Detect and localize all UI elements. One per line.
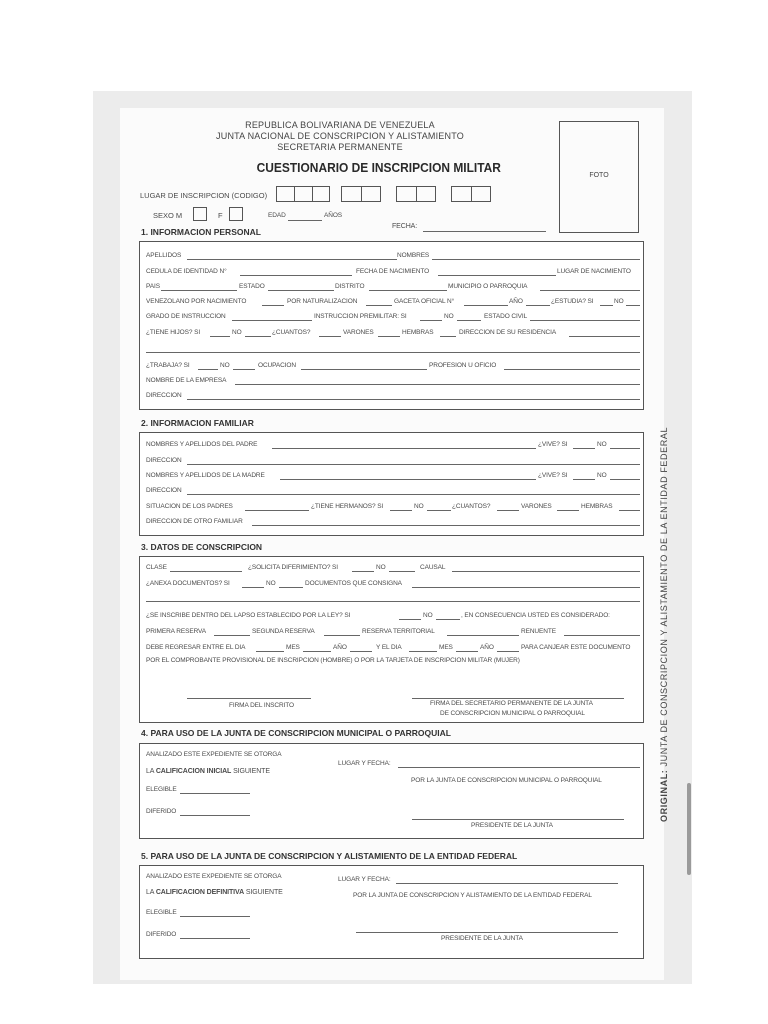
- lugar-inscripcion-label: LUGAR DE INSCRIPCION (CODIGO): [140, 191, 268, 200]
- s5-calificacion-label: [146, 889, 283, 896]
- inscribe-no-line[interactable]: [436, 619, 460, 620]
- s4-calificacion-label: [146, 768, 270, 775]
- estado-label: ESTADO: [239, 283, 265, 290]
- hasta-dia-line[interactable]: [409, 651, 437, 652]
- s5-diferido-label: DIFERIDO: [146, 931, 177, 938]
- firma-inscrito-line[interactable]: [187, 698, 311, 699]
- pais-line[interactable]: [161, 290, 237, 291]
- grado-line[interactable]: [232, 320, 312, 321]
- firma-inscrito-label: FIRMA DEL INSCRITO: [229, 702, 295, 709]
- hembras-line[interactable]: [440, 336, 456, 337]
- premilitar-label: INSTRUCCION PREMILITAR: SI: [314, 313, 407, 320]
- trabaja-no-label: NO: [220, 362, 230, 369]
- premilitar-no-label: NO: [444, 313, 454, 320]
- side-junta-label: JUNTA DE CONSCRIPCION Y ALISTAMIENTO DE LA ENTIDAD FEDERAL: [659, 426, 669, 767]
- hermanos-varones-label: VARONES: [521, 503, 552, 510]
- hermanos-hembras-label: HEMBRAS: [581, 503, 613, 510]
- inscribe-si-line[interactable]: [399, 619, 421, 620]
- anexa-no-line[interactable]: [279, 587, 303, 588]
- firma-secretario-line[interactable]: [412, 698, 624, 699]
- padre-direccion-label: DIRECCION: [146, 457, 182, 464]
- primera-reserva-label: PRIMERA RESERVA: [146, 628, 207, 635]
- firma-secretario-label-1: FIRMA DEL SECRETARIO PERMANENTE DE LA JUNTA: [430, 700, 593, 707]
- grado-instruccion-label: GRADO DE INSTRUCCION: [146, 313, 226, 320]
- ano-line[interactable]: [526, 305, 550, 306]
- regresar-dia-line[interactable]: [256, 651, 284, 652]
- regresar-ano-label: AÑO: [333, 644, 347, 651]
- direccion-residencia-line[interactable]: [569, 336, 640, 337]
- s4-elegible-line[interactable]: [180, 793, 250, 794]
- inscribe-consecuencia-label: , EN CONSECUENCIA USTED ES CONSIDERADO:: [461, 612, 610, 619]
- reserva-territorial-label: RESERVA TERRITORIAL: [362, 628, 435, 635]
- profesion-line[interactable]: [504, 369, 640, 370]
- section-4-title: 4. PARA USO DE LA JUNTA DE CONSCRIPCION MUNICIPAL O PARROQUIAL: [141, 728, 451, 738]
- distrito-label: DISTRITO: [335, 283, 365, 290]
- padre-label: NOMBRES Y APELLIDOS DEL PADRE: [146, 441, 258, 448]
- reserva-territorial-line[interactable]: [447, 635, 519, 636]
- trabaja-no-line[interactable]: [233, 369, 255, 370]
- pais-label: PAIS: [146, 283, 160, 290]
- madre-vive-si-line[interactable]: [573, 479, 595, 480]
- s4-presidente-line[interactable]: [412, 819, 624, 820]
- anexa-si-line[interactable]: [242, 587, 264, 588]
- hermanos-label: ¿TIENE HERMANOS? SI: [311, 503, 384, 510]
- hembras-label: HEMBRAS: [402, 329, 434, 336]
- naturalizacion-line[interactable]: [366, 305, 392, 306]
- s4-diferido-label: DIFERIDO: [146, 808, 177, 815]
- cedula-label: CEDULA DE IDENTIDAD N°: [146, 268, 227, 275]
- regresar-label: DEBE REGRESAR ENTRE EL DIA: [146, 644, 246, 651]
- padre-vive-label: ¿VIVE? SI: [538, 441, 568, 448]
- municipio-label: MUNICIPIO O PARROQUIA: [448, 283, 528, 290]
- comprobante-label: POR EL COMPROBANTE PROVISIONAL DE INSCRIPCION (HOMBRE) O POR LA TARJETA DE INSCRIPCION MILITAR (MUJER): [146, 657, 520, 664]
- hasta-mes-label: MES: [439, 644, 453, 651]
- s4-calificacion-inicial: CALIFICACION INICIAL: [155, 768, 232, 775]
- sexo-m-label: SEXO M: [153, 211, 183, 220]
- padre-vive-si-line[interactable]: [573, 448, 595, 449]
- s5-calificacion-definitiva: CALIFICACION DEFINITIVA: [155, 889, 245, 896]
- inscribe-no-label: NO: [423, 612, 433, 619]
- consigna-line[interactable]: [412, 587, 640, 588]
- s5-diferido-line[interactable]: [180, 938, 250, 939]
- hasta-mes-line[interactable]: [456, 651, 478, 652]
- causal-line[interactable]: [452, 571, 640, 572]
- s4-lugar-fecha-line[interactable]: [398, 767, 640, 768]
- diferimiento-label: ¿SOLICITA DIFERIMIENTO? SI: [248, 564, 338, 571]
- s4-lugar-fecha-label: LUGAR Y FECHA:: [338, 760, 391, 767]
- form-title: CUESTIONARIO DE INSCRIPCION MILITAR: [256, 160, 501, 175]
- regresar-ano-line[interactable]: [350, 651, 372, 652]
- ocupacion-label: OCUPACION: [258, 362, 296, 369]
- naturalizacion-label: POR NATURALIZACION: [287, 298, 358, 305]
- otro-familiar-label: DIRECCION DE OTRO FAMILIAR: [146, 518, 243, 525]
- hermanos-varones-line[interactable]: [557, 510, 579, 511]
- s5-calificacion-suffix: SIGUIENTE: [245, 889, 283, 896]
- s4-calificacion-prefix: LA: [146, 768, 154, 775]
- section-5-title: 5. PARA USO DE LA JUNTA DE CONSCRIPCION Y ALISTAMIENTO DE LA ENTIDAD FEDERAL: [141, 851, 518, 861]
- gaceta-label: GACETA OFICIAL N°: [394, 298, 455, 305]
- trabaja-label: ¿TRABAJA? SI: [146, 362, 190, 369]
- side-original-label: ORIGINAL:: [659, 769, 669, 822]
- s5-presidente-line[interactable]: [356, 932, 618, 933]
- apellidos-line[interactable]: [187, 259, 397, 260]
- estudia-label: ¿ESTUDIA? SI: [551, 298, 594, 305]
- varones-line[interactable]: [378, 336, 400, 337]
- segunda-reserva-line[interactable]: [324, 635, 360, 636]
- direccion-line[interactable]: [187, 399, 640, 400]
- primera-reserva-line[interactable]: [214, 635, 250, 636]
- code-box-group-3[interactable]: [396, 186, 436, 202]
- diferimiento-no-line[interactable]: [389, 571, 415, 572]
- hermanos-no-line[interactable]: [427, 510, 451, 511]
- situacion-line[interactable]: [245, 510, 309, 511]
- s5-lugar-fecha-line[interactable]: [396, 883, 618, 884]
- s4-calificacion-suffix: SIGUIENTE: [233, 768, 270, 775]
- s4-analizado-label: ANALIZADO ESTE EXPEDIENTE SE OTORGA: [146, 751, 282, 758]
- diferimiento-no-label: NO: [376, 564, 386, 571]
- sexo-m-checkbox[interactable]: [193, 207, 207, 221]
- madre-label: NOMBRES Y APELLIDOS DE LA MADRE: [146, 472, 265, 479]
- distrito-line[interactable]: [369, 290, 447, 291]
- section-3-title: 3. DATOS DE CONSCRIPCION: [141, 542, 263, 552]
- estudia-no-line[interactable]: [626, 305, 640, 306]
- estado-line[interactable]: [268, 290, 334, 291]
- sexo-f-label: F: [218, 211, 223, 220]
- consigna-line-2[interactable]: [146, 601, 640, 602]
- lugar-nacimiento-label: LUGAR DE NACIMIENTO: [557, 268, 631, 275]
- scrollbar-thumb[interactable]: [687, 783, 691, 875]
- renuente-line[interactable]: [564, 635, 640, 636]
- situacion-padres-label: SITUACION DE LOS PADRES: [146, 503, 233, 510]
- consigna-label: DOCUMENTOS QUE CONSIGNA: [305, 580, 402, 587]
- otro-familiar-line[interactable]: [252, 525, 640, 526]
- segunda-reserva-label: SEGUNDA RESERVA: [252, 628, 315, 635]
- header-line-2: JUNTA NACIONAL DE CONSCRIPCION Y ALISTAMIENTO: [216, 131, 464, 141]
- hijos-si-line[interactable]: [210, 336, 230, 337]
- hermanos-si-line[interactable]: [390, 510, 412, 511]
- inscribe-label: ¿SE INSCRIBE DENTRO DEL LAPSO ESTABLECIDO POR LA LEY? SI: [146, 612, 351, 619]
- direccion-residencia-line-2[interactable]: [146, 352, 640, 353]
- fecha-label: FECHA:: [392, 223, 418, 230]
- anexa-label: ¿ANEXA DOCUMENTOS? SI: [146, 580, 230, 587]
- estudia-no-label: NO: [614, 298, 624, 305]
- s4-elegible-label: ELEGIBLE: [146, 786, 177, 793]
- hasta-ano-line[interactable]: [497, 651, 519, 652]
- varones-label: VARONES: [343, 329, 374, 336]
- premilitar-si-line[interactable]: [420, 320, 442, 321]
- madre-vive-label: ¿VIVE? SI: [538, 472, 568, 479]
- s5-elegible-line[interactable]: [180, 916, 250, 917]
- y-el-dia-label: Y EL DIA: [376, 644, 402, 651]
- profesion-label: PROFESION U OFICIO: [429, 362, 497, 369]
- s5-lugar-fecha-label: LUGAR Y FECHA:: [338, 876, 391, 883]
- empresa-line[interactable]: [235, 384, 640, 385]
- hermanos-no-label: NO: [414, 503, 424, 510]
- section-1-title: 1. INFORMACION PERSONAL: [141, 227, 261, 237]
- edad-line[interactable]: [288, 220, 322, 221]
- madre-vive-no-label: NO: [597, 472, 607, 479]
- s4-presidente-label: PRESIDENTE DE LA JUNTA: [471, 822, 553, 829]
- header-line-1: REPUBLICA BOLIVARIANA DE VENEZUELA: [245, 120, 435, 130]
- padre-vive-no-line[interactable]: [610, 448, 640, 449]
- hermanos-cuantos-line[interactable]: [497, 510, 519, 511]
- renuente-label: RENUENTE: [521, 628, 556, 635]
- madre-line[interactable]: [280, 479, 536, 480]
- fecha-nacimiento-label: FECHA DE NACIMIENTO: [356, 268, 430, 275]
- code-box-group-1[interactable]: [276, 186, 330, 202]
- s4-por-junta-label: POR LA JUNTA DE CONSCRIPCION MUNICIPAL O PARROQUIAL: [411, 777, 602, 784]
- regresar-mes-label: MES: [286, 644, 300, 651]
- s5-analizado-label: ANALIZADO ESTE EXPEDIENTE SE OTORGA: [146, 873, 282, 880]
- empresa-label: NOMBRE DE LA EMPRESA: [146, 377, 227, 384]
- causal-label: CAUSAL: [420, 564, 446, 571]
- fecha-line[interactable]: [423, 231, 546, 232]
- hijos-label: ¿TIENE HIJOS? SI: [146, 329, 201, 336]
- estado-civil-line[interactable]: [530, 320, 640, 321]
- hasta-ano-label: AÑO: [480, 644, 494, 651]
- hijos-no-label: NO: [232, 329, 242, 336]
- sexo-f-checkbox[interactable]: [229, 207, 243, 221]
- madre-direccion-label: DIRECCION: [146, 487, 182, 494]
- nombres-label: NOMBRES: [397, 252, 430, 259]
- clase-label: CLASE: [146, 564, 167, 571]
- padre-vive-no-label: NO: [597, 441, 607, 448]
- padre-direccion-line[interactable]: [187, 464, 640, 465]
- apellidos-label: APELLIDOS: [146, 252, 182, 259]
- ocupacion-line[interactable]: [301, 369, 427, 370]
- firma-secretario-label-2: DE CONSCRIPCION MUNICIPAL O PARROQUIAL: [440, 710, 585, 717]
- s5-por-junta-label: POR LA JUNTA DE CONSCRIPCION Y ALISTAMIENTO DE LA ENTIDAD FEDERAL: [353, 892, 592, 899]
- photo-label: FOTO: [589, 172, 609, 179]
- cedula-line[interactable]: [240, 275, 352, 276]
- trabaja-si-line[interactable]: [198, 369, 218, 370]
- anos-label: AÑOS: [324, 212, 343, 219]
- s5-elegible-label: ELEGIBLE: [146, 909, 177, 916]
- nombres-line[interactable]: [432, 259, 640, 260]
- hijos-no-line[interactable]: [245, 336, 271, 337]
- cuantos-line[interactable]: [319, 336, 341, 337]
- direccion-label: DIRECCION: [146, 392, 182, 399]
- hermanos-hembras-line[interactable]: [619, 510, 640, 511]
- premilitar-no-line[interactable]: [457, 320, 481, 321]
- estado-civil-label: ESTADO CIVIL: [484, 313, 528, 320]
- venezolano-line[interactable]: [262, 305, 284, 306]
- estudia-si-line[interactable]: [600, 305, 613, 306]
- cuantos-label: ¿CUANTOS?: [272, 329, 311, 336]
- diferimiento-si-line[interactable]: [352, 571, 374, 572]
- venezolano-nacimiento-label: VENEZOLANO POR NACIMIENTO: [146, 298, 247, 305]
- canjear-label: PARA CANJEAR ESTE DOCUMENTO: [521, 644, 631, 651]
- vertical-side-label: [659, 427, 669, 822]
- s5-presidente-label: PRESIDENTE DE LA JUNTA: [441, 935, 523, 942]
- photo-box: [559, 121, 639, 233]
- direccion-residencia-label: DIRECCION DE SU RESIDENCIA: [459, 329, 557, 336]
- madre-direccion-line[interactable]: [187, 494, 640, 495]
- header-line-3: SECRETARIA PERMANENTE: [277, 142, 403, 152]
- padre-line[interactable]: [272, 448, 536, 449]
- clase-line[interactable]: [170, 571, 242, 572]
- anexa-no-label: NO: [266, 580, 276, 587]
- hermanos-cuantos-label: ¿CUANTOS?: [452, 503, 491, 510]
- code-box-group-4[interactable]: [451, 186, 491, 202]
- regresar-mes-line[interactable]: [303, 651, 331, 652]
- s4-diferido-line[interactable]: [180, 815, 250, 816]
- madre-vive-no-line[interactable]: [610, 479, 640, 480]
- ano-label: AÑO: [509, 298, 523, 305]
- code-box-group-2[interactable]: [341, 186, 381, 202]
- edad-label: EDAD: [268, 212, 286, 219]
- section-2-title: 2. INFORMACION FAMILIAR: [141, 418, 254, 428]
- municipio-line[interactable]: [540, 290, 640, 291]
- fecha-nacimiento-line[interactable]: [438, 275, 556, 276]
- s5-calificacion-prefix: LA: [146, 889, 154, 896]
- gaceta-line[interactable]: [464, 305, 508, 306]
